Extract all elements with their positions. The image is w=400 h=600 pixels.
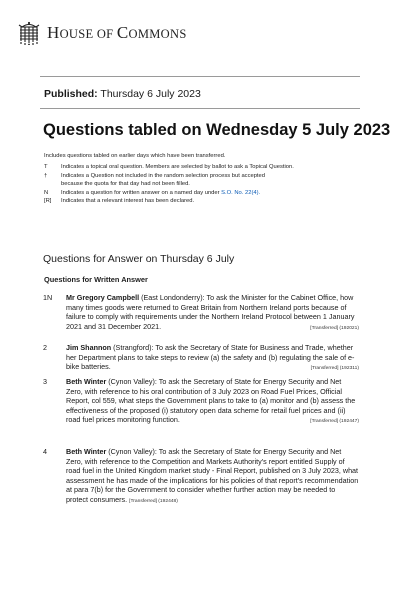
member-name: Beth Winter [66,377,107,386]
question-item [43,343,359,374]
question-text: To ask the Secretary of State for Energy Security and Net Zero, with reference to the Competition and Markets Authority's report entitled Supply of road fuel in the United Kingdom market study - Final Report, published on 3 July 2023, what assessment he has made of the implications for his policies of that report's recommendation at para 7(b) for the Government to consider whether further action may be needed to protect consumers. [66,447,359,504]
member-constituency: (Cynon Valley): [106,377,159,386]
portcullis-logo-icon [18,21,40,45]
legend-symbol: [R] [44,198,52,205]
published-label: Published: [44,88,98,100]
house-of-commons-header [18,20,187,46]
legend-text: Indicates a topical oral question. Members are selected by ballot to ask a Topical Question. [61,164,294,170]
legend-row-relevant-interest [44,197,364,206]
transferred-tag: [Transferred] (192448) [129,498,178,504]
member-constituency: (Cynon Valley): [106,447,159,456]
legend-row-topical [44,163,364,172]
member-name: Beth Winter [66,447,107,456]
divider-middle [40,108,360,109]
sub-heading: Questions for Written Answer [44,275,148,284]
question-number: 3 [43,377,47,386]
question-text: To ask the Secretary of State for Business and Trade, whether her Department plans to take steps to review (a) the safety and (b) regulating the sale of e-bike batteries. [66,343,355,372]
symbol-legend [44,163,364,206]
published-line [44,88,201,100]
transferred-tag: [Transferred] (192447) [310,419,359,425]
page-title: Questions tabled on Wednesday 5 July 2023 [43,121,391,139]
question-body [66,293,359,333]
divider-top [40,76,360,77]
intro-text: Includes questions tabled on earlier days which have been transferred. [44,153,226,159]
legend-text: Indicates a Question not included in the random selection process but accepted because the quota for that day had not been filled. [61,172,265,188]
question-item [43,293,359,333]
legend-symbol: N [44,189,49,196]
transferred-tag: [Transferred] (192311) [310,366,359,372]
question-number: 4 [43,447,47,456]
legend-symbol: T [44,164,48,170]
legend-row-named-day [44,189,364,198]
question-body [66,343,359,374]
question-number: 1N [43,293,53,302]
legend-row-not-random [44,172,364,189]
standing-order-link[interactable]: S.O. No. 22(4). [221,189,261,196]
legend-symbol: † [44,172,48,179]
question-item [43,377,359,427]
transferred-tag: [Transferred] (192021) [310,325,359,331]
legend-text: Indicates a question for written answer on a named day under S.O. No. 22(4). [61,189,261,196]
published-date: Thursday 6 July 2023 [100,88,201,100]
house-of-commons-title: HOUSE OF COMMONS [47,23,187,42]
question-text: To ask the Secretary of State for Energy Security and Net Zero, with reference to his oral contribution of 3 July 2023 on Road Fuel Prices, Official Report, col 559, what steps the Government plans to take to (a) monitor and (b) assess the effectiveness of the proposed (i) statutory open data scheme for retail fuel prices and (ii) road fuel prices monitoring function. [66,377,356,425]
member-name: Mr Gregory Campbell [66,293,140,302]
legend-text: Indicates that a relevant interest has been declared. [61,198,195,205]
question-body [66,377,359,427]
question-number: 2 [43,343,47,352]
section-heading: Questions for Answer on Thursday 6 July [43,253,235,265]
member-constituency: (East Londonderry): [139,293,207,302]
question-item [43,447,359,507]
question-body [66,447,359,507]
member-name: Jim Shannon [66,343,112,352]
question-text: To ask the Minister for the Cabinet Office, how many times goods were returned to Great Britain from Northern Ireland ports because of failure to comply with requirements under the Northern Ireland Protocol between 1 January 2021 and 31 December 2021. [66,293,355,331]
member-constituency: (Strangford): [111,343,156,352]
